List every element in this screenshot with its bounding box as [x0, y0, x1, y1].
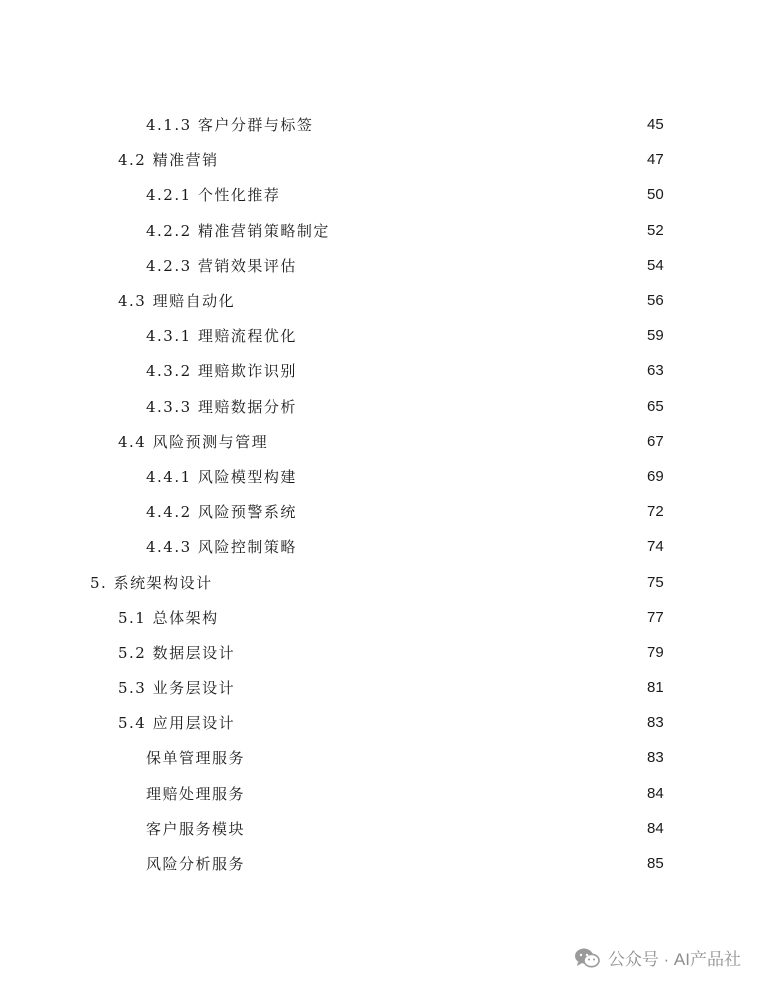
toc-entry-page-number: 83 [647, 749, 664, 767]
dot-leader [239, 718, 643, 728]
toc-entry-page-number: 85 [647, 855, 664, 873]
toc-entry-label: 5.2 数据层设计 [118, 643, 236, 662]
toc-entry-page-number: 67 [647, 432, 664, 450]
toc-entry[interactable] [0, 740, 765, 775]
toc-entry-page-number: 81 [647, 679, 664, 697]
toc-entry-page-number: 63 [647, 362, 664, 380]
toc-entry-label: 4.2.3 营销效果评估 [146, 256, 297, 275]
toc-entry[interactable] [0, 107, 765, 142]
watermark [574, 945, 741, 970]
dot-leader [301, 507, 643, 517]
toc-entry-label: 4.3.2 理赔欺诈识别 [146, 362, 297, 381]
dot-leader [223, 612, 643, 622]
toc-entry-label: 4.4 风险预测与管理 [118, 432, 269, 451]
toc-entry[interactable] [0, 389, 765, 424]
toc-entry-page-number: 83 [647, 714, 664, 732]
toc-entry-label: 4.3.3 理赔数据分析 [146, 397, 297, 416]
toc-entry-label: 保单管理服务 [146, 749, 246, 768]
toc-entry[interactable] [0, 318, 765, 353]
toc-entry-label: 4.4.2 风险预警系统 [146, 503, 297, 522]
toc-entry-label: 4.3 理赔自动化 [118, 292, 236, 311]
toc-entry[interactable] [0, 142, 765, 177]
toc-entry[interactable] [0, 846, 765, 881]
dot-leader [249, 753, 643, 763]
toc-entry-page-number: 50 [647, 186, 664, 204]
toc-entry[interactable] [0, 459, 765, 494]
dot-leader [301, 471, 643, 481]
toc-entry-page-number: 65 [647, 397, 664, 415]
toc-entry-label: 4.4.3 风险控制策略 [146, 538, 297, 557]
toc-entry-page-number: 59 [647, 327, 664, 345]
dot-leader [301, 401, 643, 411]
toc-entry-label: 客户服务模块 [146, 819, 246, 838]
dot-leader [239, 647, 643, 657]
toc-entry-page-number: 69 [647, 467, 664, 485]
toc-entry-page-number: 75 [647, 573, 664, 591]
toc-entry[interactable] [0, 213, 765, 248]
dot-leader [223, 155, 643, 165]
toc-entry[interactable] [0, 600, 765, 635]
toc-entry[interactable] [0, 248, 765, 283]
toc-entry-page-number: 52 [647, 221, 664, 239]
dot-leader [317, 120, 643, 130]
toc-entry[interactable] [0, 283, 765, 318]
dot-leader [249, 823, 643, 833]
toc-entry-label: 4.2 精准营销 [118, 151, 219, 170]
toc-entry-page-number: 79 [647, 643, 664, 661]
toc-entry[interactable] [0, 353, 765, 388]
dot-leader [301, 542, 643, 552]
toc-entry[interactable] [0, 177, 765, 212]
toc-entry-page-number: 72 [647, 503, 664, 521]
dot-leader [249, 788, 643, 798]
toc-entry-page-number: 77 [647, 608, 664, 626]
toc-entry-label: 5.4 应用层设计 [118, 714, 236, 733]
dot-leader [301, 366, 643, 376]
toc-entry-page-number: 84 [647, 784, 664, 802]
toc-entry-label: 4.2.2 精准营销策略制定 [146, 221, 330, 240]
toc-entry-label: 4.2.1 个性化推荐 [146, 186, 281, 205]
toc-entry[interactable] [0, 424, 765, 459]
toc-entry[interactable] [0, 776, 765, 811]
table-of-contents [0, 107, 765, 881]
toc-entry-label: 风险分析服务 [146, 855, 246, 874]
dot-leader [284, 190, 643, 200]
dot-leader [272, 436, 643, 446]
toc-entry[interactable] [0, 635, 765, 670]
dot-leader [217, 577, 643, 587]
dot-leader [249, 859, 643, 869]
toc-entry[interactable] [0, 494, 765, 529]
toc-entry-label: 5.1 总体架构 [118, 608, 219, 627]
toc-entry-label: 5.3 业务层设计 [118, 679, 236, 698]
toc-entry-label: 4.1.3 客户分群与标签 [146, 116, 314, 135]
dot-leader [301, 331, 643, 341]
toc-entry-label: 4.3.1 理赔流程优化 [146, 327, 297, 346]
toc-entry-label: 5. 系统架构设计 [90, 573, 213, 592]
toc-entry-page-number: 84 [647, 819, 664, 837]
toc-entry[interactable] [0, 564, 765, 599]
dot-leader [301, 260, 643, 270]
toc-entry[interactable] [0, 670, 765, 705]
toc-entry[interactable] [0, 705, 765, 740]
dot-leader [239, 296, 643, 306]
dot-leader [334, 225, 643, 235]
toc-entry-label: 4.4.1 风险模型构建 [146, 467, 297, 486]
toc-entry-label: 理赔处理服务 [146, 784, 246, 803]
toc-entry[interactable] [0, 811, 765, 846]
toc-entry-page-number: 74 [647, 538, 664, 556]
toc-entry-page-number: 54 [647, 256, 664, 274]
toc-entry[interactable] [0, 529, 765, 564]
wechat-icon [574, 947, 600, 969]
toc-entry-page-number: 45 [647, 116, 664, 134]
toc-entry-page-number: 56 [647, 292, 664, 310]
dot-leader [239, 683, 643, 693]
toc-entry-page-number: 47 [647, 151, 664, 169]
watermark-text: 公众号 · AI产品社 [607, 950, 741, 969]
